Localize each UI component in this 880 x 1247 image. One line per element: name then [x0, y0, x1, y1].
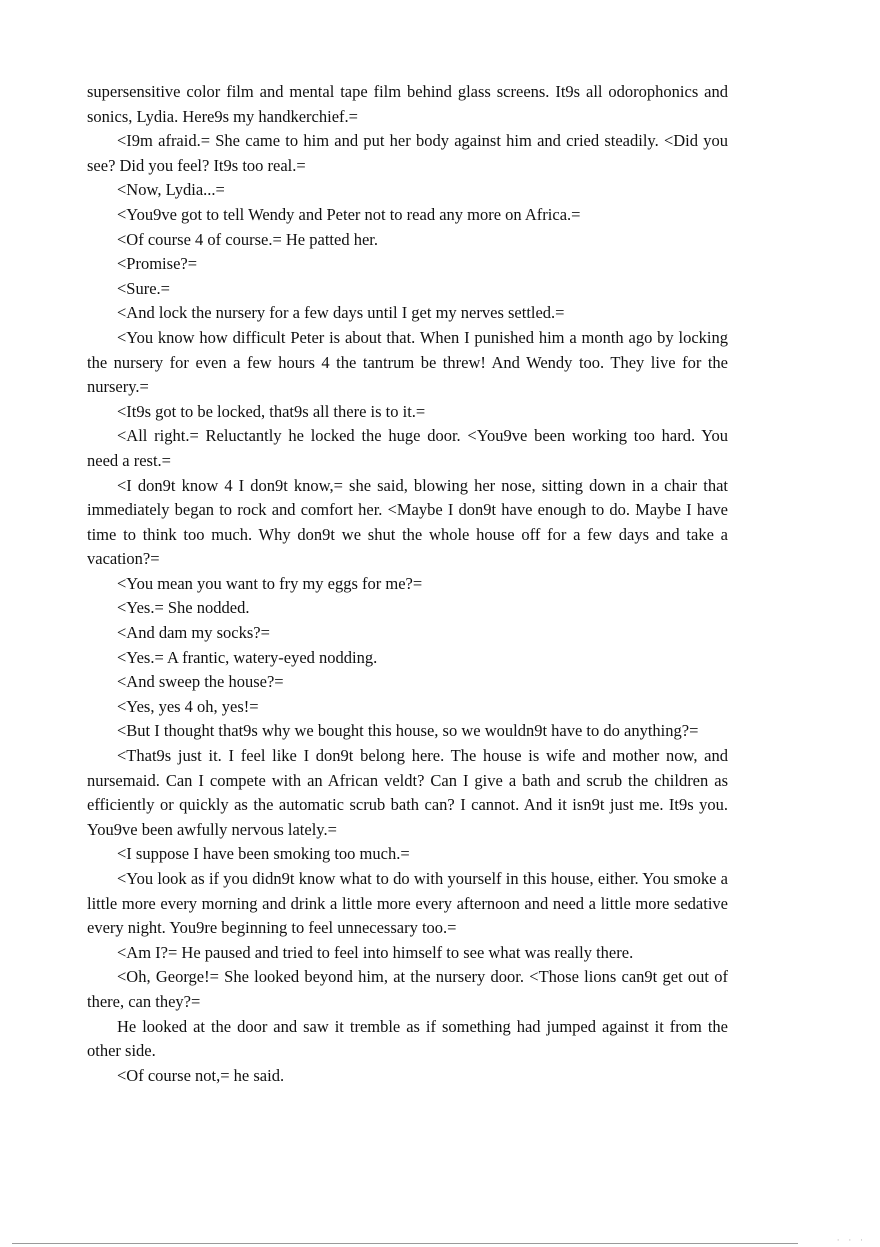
paragraph: <That9s just it. I feel like I don9t belong here. The house is wife and mother now, and nursemaid. Can I compete with an African veldt? Can I give a bath and scrub the children as efficiently or quickly as the automatic scrub bath can? I cannot. And it isn9t just me. It9s you. You9ve been awfully nervous lately.=	[87, 746, 728, 839]
paragraph: <And dam my socks?=	[117, 623, 270, 643]
paragraph: <I9m afraid.= She came to him and put her body against him and cried steadily. <Did you see? Did you feel? It9s too real.=	[87, 131, 728, 175]
paragraph: <Yes.= She nodded.	[117, 598, 250, 618]
paragraph: He looked at the door and saw it tremble as if something had jumped against it from the other side.	[87, 1016, 728, 1061]
paragraph: <You know how difficult Peter is about that. When I punished him a month ago by locking the nursery for even a few hours 4 the tantrum be threw! And Wendy too. They live for the nursery.=	[87, 327, 728, 397]
paragraph: <Oh, George!= She looked beyond him, at the nursery door. <Those lions can9t get out of there, can they?=	[87, 967, 728, 1011]
paragraph: supersensitive color film and mental tape film behind glass screens. It9s all odorophonics and sonics, Lydia. Here9s my handkerchief.=	[87, 82, 728, 126]
paragraph: <Promise?=	[117, 254, 198, 274]
paragraph: <And sweep the house?=	[117, 672, 284, 692]
paragraph: <Yes.= A frantic, watery-eyed nodding.	[117, 647, 378, 667]
paragraph: <Am I?= He paused and tried to feel into himself to see what was really there.	[117, 942, 634, 962]
paragraph: <I don9t know 4 I don9t know,= she said, blowing her nose, sitting down in a chair that immediately began to rock and comfort her. <Maybe I don9t have enough to do. Maybe I have time to think too much. Why don9t we shut the whole house off for a few days and take a vacation?=	[87, 475, 728, 569]
paragraph: <Of course 4 of course.= He patted her.	[117, 229, 378, 249]
footer-decoration: · · ·	[836, 1236, 866, 1246]
paragraph: <And lock the nursery for a few days until I get my nerves settled.=	[117, 303, 565, 323]
paragraph: <You9ve got to tell Wendy and Peter not to read any more on Africa.=	[117, 204, 581, 224]
paragraph: <You mean you want to fry my eggs for me?=	[117, 573, 423, 593]
paragraph: <But I thought that9s why we bought this house, so we wouldn9t have to do anything?=	[117, 721, 699, 741]
document-body	[87, 80, 728, 1088]
paragraph: <I suppose I have been smoking too much.=	[117, 844, 410, 864]
footer-divider	[12, 1243, 798, 1244]
paragraph: <You look as if you didn9t know what to do with yourself in this house, either. You smoke a little more every morning and drink a little more every afternoon and need a little more sedative every night. You9re beginning to feel unnecessary too.=	[87, 869, 728, 938]
paragraph: <Yes, yes 4 oh, yes!=	[117, 696, 259, 716]
paragraph: <All right.= Reluctantly he locked the huge door. <You9ve been working too hard. You need a rest.=	[87, 426, 728, 470]
paragraph: <Now, Lydia...=	[117, 180, 225, 200]
paragraph: <It9s got to be locked, that9s all there is to it.=	[117, 401, 426, 421]
paragraph: <Of course not,= he said.	[117, 1065, 285, 1085]
paragraph: <Sure.=	[117, 278, 170, 298]
